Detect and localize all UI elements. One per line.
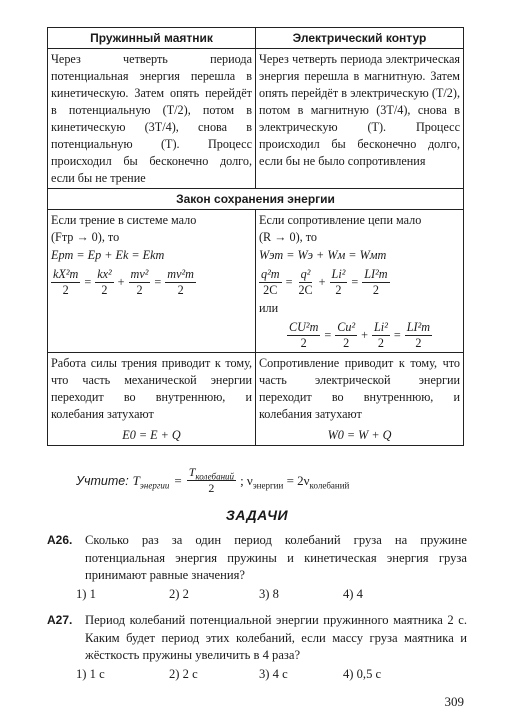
- cell-circuit-period-text: Через четверть периода электрическая энергия перешла в магнитную. Затем опять перейдёт в электрическую (T/2), потом в магнитную (3T/4), снова в электрическую (T). Процесс происходил бы бесконечно долго, если бы не было сопротивления: [256, 49, 464, 189]
- answer-option[interactable]: 2) 2: [169, 587, 189, 601]
- task-question: Сколько раз за один период колебаний груза на пружине потенциальная энергия пружины и кинетическая энергия груза принимают равные значения?: [85, 533, 467, 582]
- spring-energy-fraction-formula: $\frac{\text{kX²m}}{2}$ = $\frac{\text{kx²}}{2}$ + $\frac{\text{mv²}}{2}$ = $\frac{\text{mv²m}}{2}$: [53, 267, 194, 297]
- task-a26-options: [76, 587, 363, 602]
- frac-kxm: kX²m: [53, 267, 79, 281]
- circuit-or: или: [259, 301, 279, 315]
- frac-den: 2: [415, 336, 422, 350]
- cell-spring-damping: [48, 353, 256, 446]
- frac-q: q²: [300, 267, 311, 281]
- header-electric-circuit: Электрический контур: [256, 28, 464, 49]
- table-row-damping: [48, 353, 464, 446]
- frac-li: Li²: [331, 267, 346, 281]
- circuit-damping-text: Сопротивление приводит к тому, что часть электрической энергии переходит во внутреннюю, и колебания затухают: [259, 356, 460, 421]
- task-question: Период колебаний потенциальной энергии пружинного маятника 2 с. Каким будет период этих колебаний, если массу груза маятника и жёсткость пружины увеличить в 4 раза?: [85, 613, 467, 662]
- frac-cum: CU²m: [289, 320, 319, 334]
- header-spring-pendulum: Пружинный маятник: [48, 28, 256, 49]
- note-label: Учтите:: [76, 473, 129, 488]
- answer-option[interactable]: 4) 0,5 с: [343, 667, 382, 681]
- circuit-charge-fraction-formula: $\frac{\text{q²m}}{2C}$ = $\frac{\text{q²}}{2C}$ + $\frac{\text{Li²}}{2}$ = $\frac{\text{LI²m}}{2}$: [261, 267, 388, 297]
- task-a27: [47, 612, 467, 665]
- table-header-row: [48, 28, 464, 49]
- answer-option[interactable]: 2) 2 с: [169, 667, 198, 681]
- frac-cu: Cu²: [337, 320, 356, 334]
- cell-circuit-damping: [256, 353, 464, 446]
- frac-lim: LI²m: [364, 267, 388, 281]
- frac-den: 2: [377, 336, 384, 350]
- answer-option[interactable]: 1) 1: [76, 587, 96, 601]
- frac-den-2c: 2C: [298, 283, 313, 297]
- answer-option[interactable]: 3) 8: [259, 587, 279, 601]
- circuit-condition-line2: (R → 0), то: [259, 230, 317, 244]
- circuit-condition-line1: Если сопротивление цепи мало: [259, 213, 422, 227]
- frac-kx: kx²: [97, 267, 112, 281]
- frac-lim: LI²m: [406, 320, 431, 334]
- frac-den: 2: [101, 283, 108, 297]
- table-row-law-header: [48, 189, 464, 210]
- frac-den: 2: [62, 283, 69, 297]
- frac-den-2c: 2C: [263, 283, 278, 297]
- note-nu-relation: ; $\nu_{энергии} = 2\nu_{колебаний}$: [240, 472, 350, 491]
- spring-damping-text: Работа силы трения приводит к тому, что часть механической энергии переходит во внутреннюю, и колебания затухают: [51, 356, 252, 421]
- comparison-table: [47, 27, 464, 446]
- circuit-final-formula: W0 = W + Q: [327, 428, 392, 442]
- law-header: Закон сохранения энергии: [48, 189, 464, 210]
- task-number: А26.: [47, 533, 73, 547]
- frac-den: 2: [372, 283, 379, 297]
- task-number: А27.: [47, 613, 73, 627]
- circuit-energy-sum-formula: Wэт = Wэ + Wм = Wмт: [259, 248, 387, 262]
- task-a27-options: [76, 667, 381, 682]
- frac-mvm: mv²m: [167, 267, 194, 281]
- frac-den: 2: [343, 336, 350, 350]
- frac-qm: q²m: [261, 267, 280, 281]
- table-row-formulas: [48, 210, 464, 353]
- cell-circuit-formulas: [256, 210, 464, 353]
- frac-den: 2: [335, 283, 342, 297]
- cell-spring-formulas: [48, 210, 256, 353]
- frac-den: 2: [300, 336, 307, 350]
- frac-mv: mv²: [130, 267, 149, 281]
- note-fraction: $\frac{T_{колебаний}}{2}$: [188, 465, 235, 495]
- spring-condition-line2: (Fтр → 0), то: [51, 230, 120, 244]
- note-t-energy: $T_{энергии}$: [132, 472, 170, 491]
- circuit-voltage-fraction-formula: $\frac{\text{CU²m}}{2}$ = $\frac{\text{Cu²}}{2}$ + $\frac{\text{Li²}}{2}$ = $\frac{\text{LI²m}}{2}$: [289, 320, 431, 350]
- task-a26: [47, 532, 467, 585]
- frac-den: 2: [136, 283, 143, 297]
- spring-final-formula: E0 = E + Q: [122, 428, 181, 442]
- spring-condition-line1: Если трение в системе мало: [51, 213, 197, 227]
- tasks-title: ЗАДАЧИ: [225, 507, 289, 523]
- spring-energy-sum-formula: Epm = Ep + Ek = Ekm: [51, 248, 165, 262]
- frac-den: 2: [177, 283, 184, 297]
- table-row-period: [48, 49, 464, 189]
- answer-option[interactable]: 4) 4: [343, 587, 363, 601]
- answer-option[interactable]: 1) 1 с: [76, 667, 105, 681]
- answer-option[interactable]: 3) 4 с: [259, 667, 288, 681]
- frac-li: Li²: [374, 320, 388, 334]
- note-line: Учтите: $T_{энергии}$ = $\frac{T_{колебаний}}{2}$ ; $\nu_{энергии} = 2\nu_{колебаний}$: [76, 465, 350, 495]
- cell-spring-period-text: Через четверть периода потенциальная энергия перешла в кинетическую. Затем опять перейдёт в потенциальную (T/2), потом в кинетическую (3T/4), снова в потенциальную (T). Процесс происходил бы бесконечно долго, если бы не трение: [48, 49, 256, 189]
- page-number: 309: [444, 694, 464, 709]
